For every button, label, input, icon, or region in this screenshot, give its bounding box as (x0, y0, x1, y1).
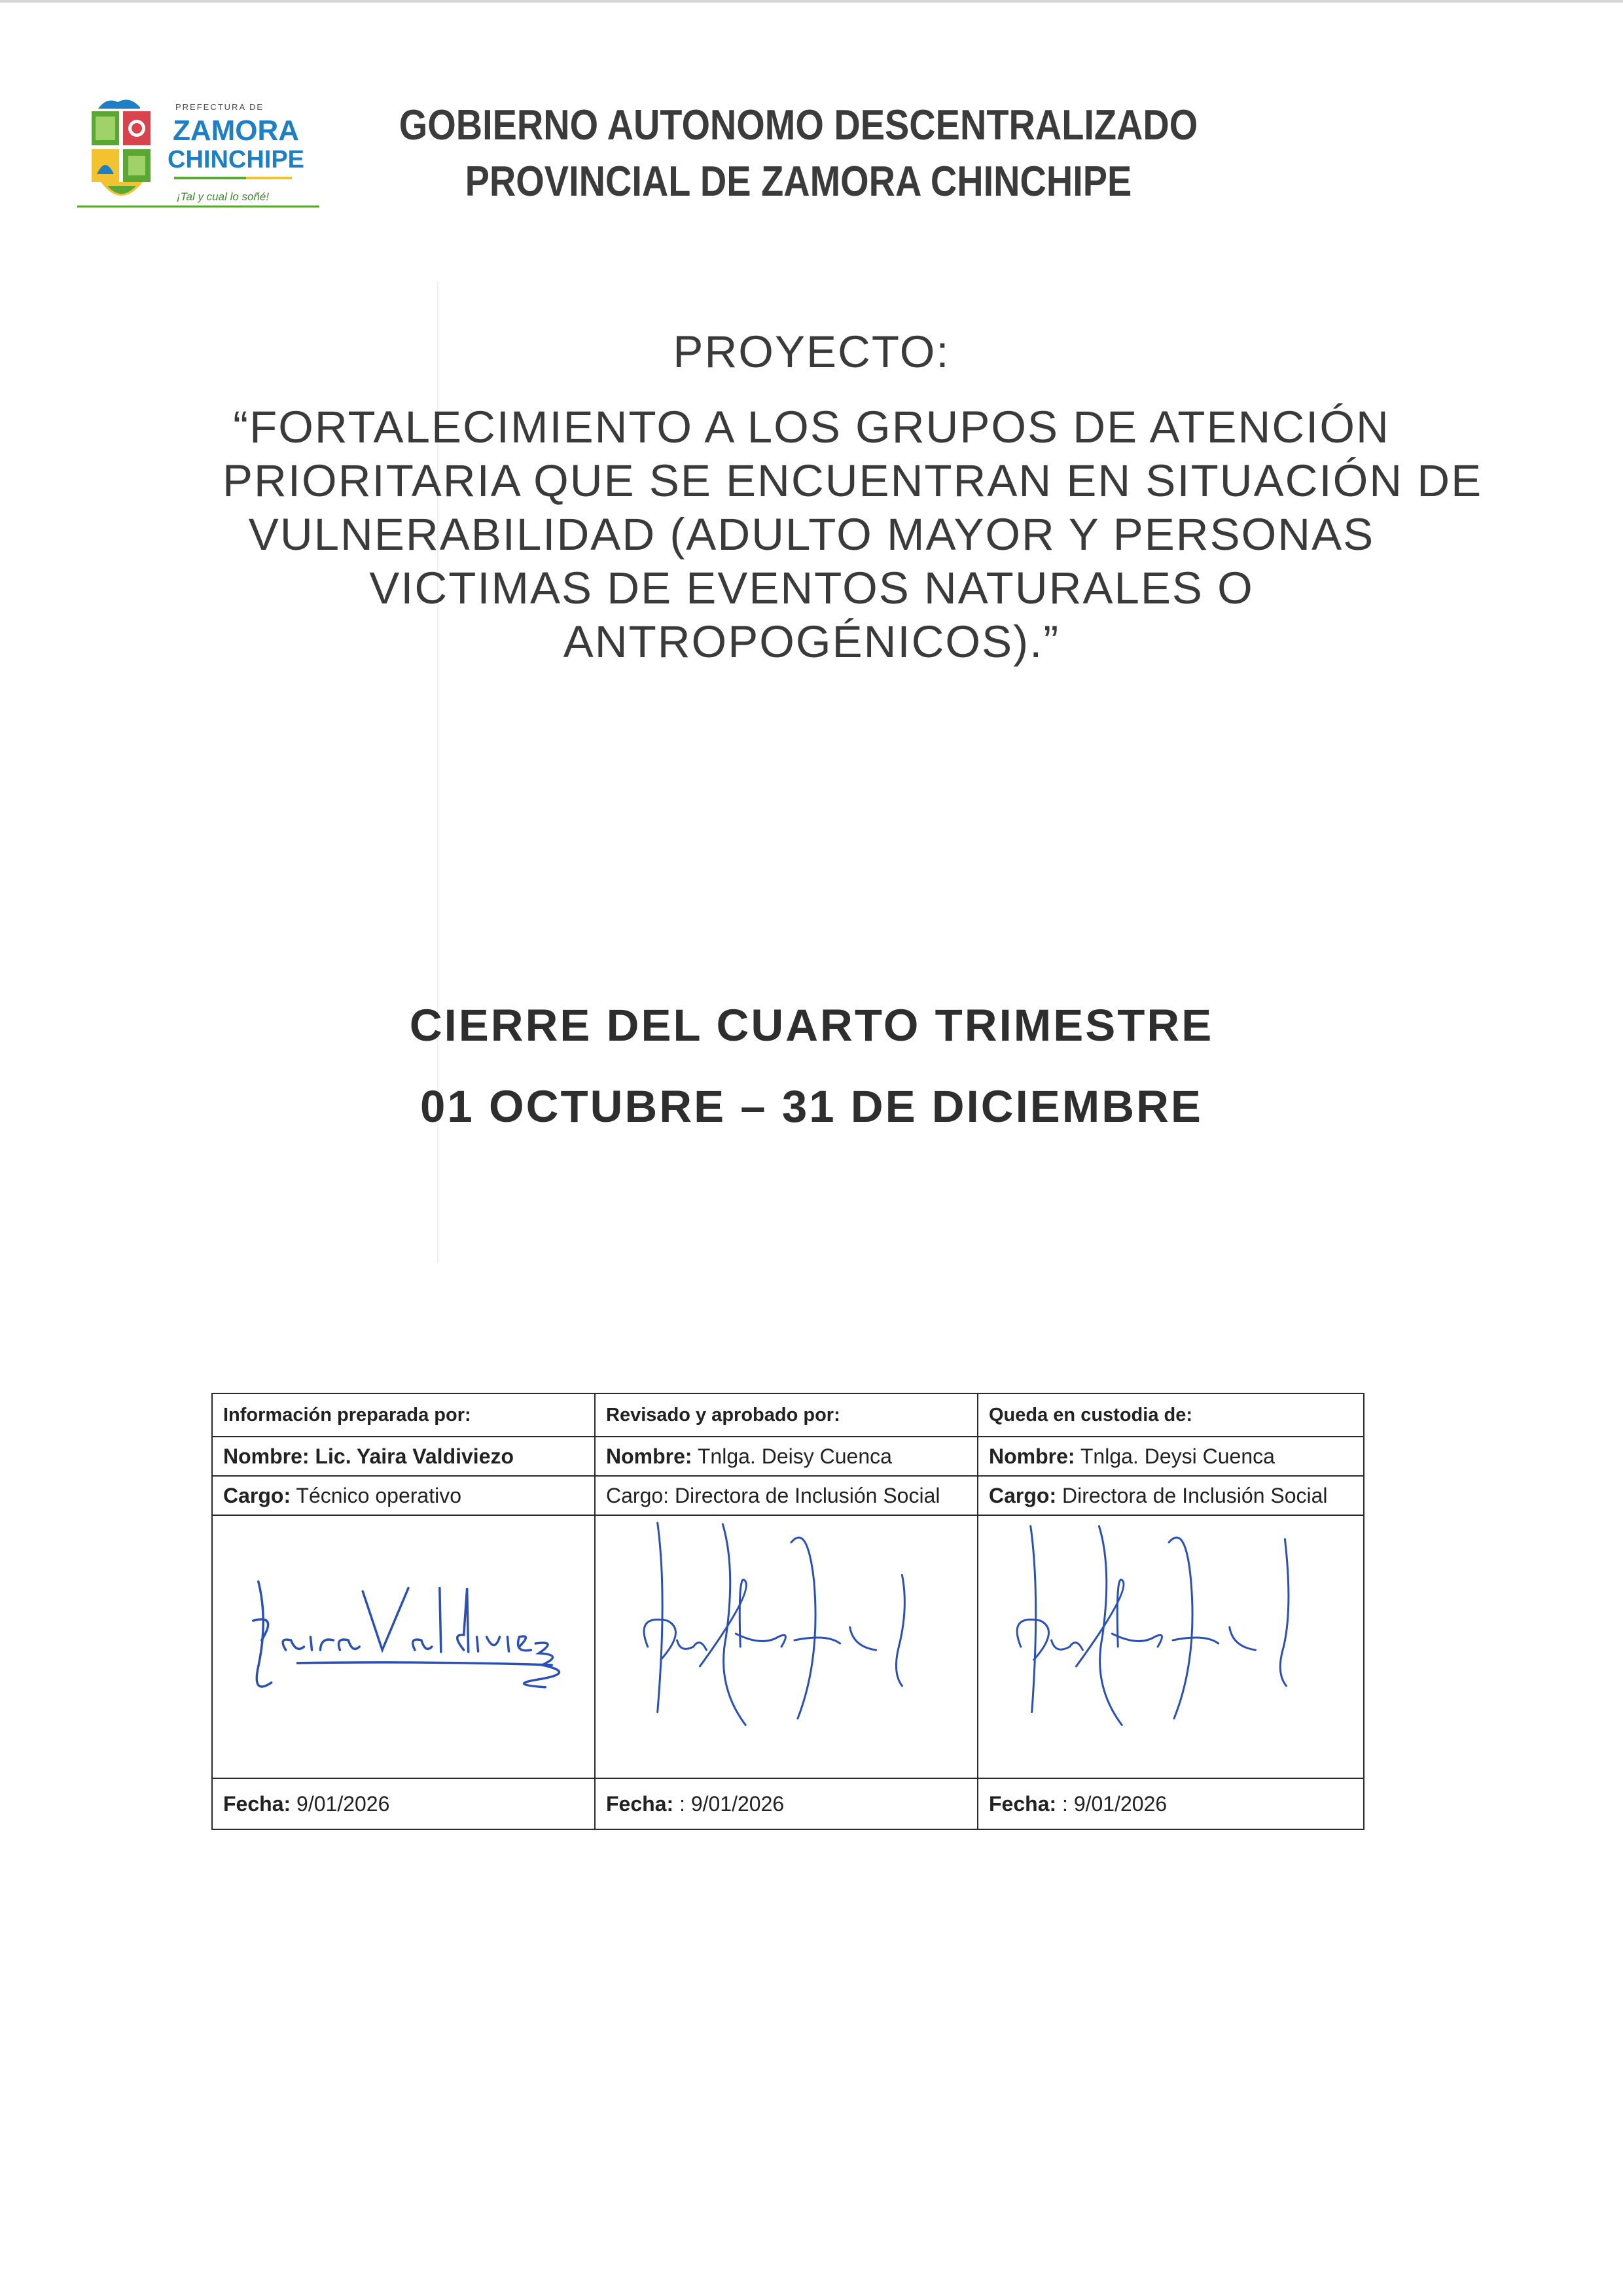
name-label: Nombre: (223, 1444, 310, 1468)
signature-cell-custody (978, 1515, 1364, 1778)
project-name-line: “FORTALECIMIENTO A LOS GRUPOS DE ATENCIÓN (233, 402, 1390, 452)
handwritten-signature-valdiviezo (213, 1516, 594, 1778)
cargo-cell-reviewed (595, 1476, 978, 1515)
handwritten-signature-cuenca-reviewed (596, 1516, 977, 1778)
cargo-label: Cargo: (223, 1483, 291, 1507)
signature-header-row (212, 1393, 1364, 1437)
name-cell-prepared (212, 1437, 595, 1476)
signature-cargo-row (212, 1476, 1364, 1515)
signature-date-row (212, 1778, 1364, 1829)
fecha-label: Fecha: (606, 1791, 674, 1816)
fecha-value: : 9/01/2026 (679, 1791, 785, 1816)
name-label: Nombre: (989, 1444, 1075, 1468)
signature-cell-prepared (212, 1515, 595, 1778)
institution-title-line1: GOBIERNO AUTONOMO DESCENTRALIZADO (399, 101, 1198, 149)
period-heading (0, 985, 1623, 1147)
signature-cell-reviewed (595, 1515, 978, 1778)
logo-text-chinchipe: CHINCHIPE (168, 146, 305, 173)
header-cell-reviewed: Revisado y aprobado por: (595, 1393, 978, 1437)
period-line2: 01 OCTUBRE – 31 DE DICIEMBRE (420, 1081, 1203, 1132)
date-cell-reviewed (595, 1778, 978, 1829)
name-cell-reviewed (595, 1437, 978, 1476)
project-name-line: VULNERABILIDAD (ADULTO MAYOR Y PERSONAS (248, 509, 1375, 560)
fecha-value: : 9/01/2026 (1062, 1791, 1168, 1816)
project-name-line: PRIORITARIA QUE SE ENCUENTRAN EN SITUACIÓN DE (223, 456, 1483, 506)
signature-table (211, 1393, 1364, 1830)
header-cell-prepared: Información preparada por: (212, 1393, 595, 1437)
name-value: Lic. Yaira Valdiviezo (315, 1444, 514, 1468)
logo-text-top: PREFECTURA DE (175, 102, 264, 112)
signature-name-row (212, 1437, 1364, 1476)
name-value: Tnlga. Deysi Cuenca (1080, 1444, 1275, 1468)
fecha-label: Fecha: (223, 1791, 291, 1816)
fecha-value: 9/01/2026 (296, 1791, 390, 1816)
logo-text-zamora: ZAMORA (173, 115, 300, 147)
project-name (223, 401, 1483, 669)
cargo-value: Directora de Inclusión Social (674, 1483, 940, 1507)
period-line1: CIERRE DEL CUARTO TRIMESTRE (409, 1000, 1214, 1050)
cargo-cell-custody (978, 1476, 1364, 1515)
handwritten-signature-cuenca-custody (978, 1516, 1363, 1778)
name-label: Nombre: (606, 1444, 692, 1468)
cargo-value: Directora de Inclusión Social (1062, 1483, 1328, 1507)
institution-title (376, 97, 1221, 209)
cargo-value: Técnico operativo (296, 1483, 461, 1507)
cargo-label: Cargo: (989, 1483, 1057, 1507)
header-cell-custody: Queda en custodia de: (978, 1393, 1364, 1437)
fecha-label: Fecha: (989, 1791, 1057, 1816)
cargo-cell-prepared (212, 1476, 595, 1515)
project-name-line: VICTIMAS DE EVENTOS NATURALES O (369, 563, 1254, 613)
scan-edge-top (0, 0, 1623, 3)
institution-title-line2: PROVINCIAL DE ZAMORA CHINCHIPE (465, 157, 1132, 205)
date-cell-custody (978, 1778, 1364, 1829)
name-cell-custody (978, 1437, 1364, 1476)
logo-slogan: ¡Tal y cual lo soñé! (177, 190, 270, 203)
cargo-label: Cargo: (606, 1483, 669, 1507)
project-name-line: ANTROPOGÉNICOS).” (563, 617, 1060, 667)
prefectura-emblem-icon (77, 90, 326, 211)
signature-row (212, 1515, 1364, 1778)
name-value: Tnlga. Deisy Cuenca (697, 1444, 892, 1468)
prefectura-logo (77, 90, 326, 211)
date-cell-prepared (212, 1778, 595, 1829)
proyecto-label: PROYECTO: (673, 327, 950, 377)
